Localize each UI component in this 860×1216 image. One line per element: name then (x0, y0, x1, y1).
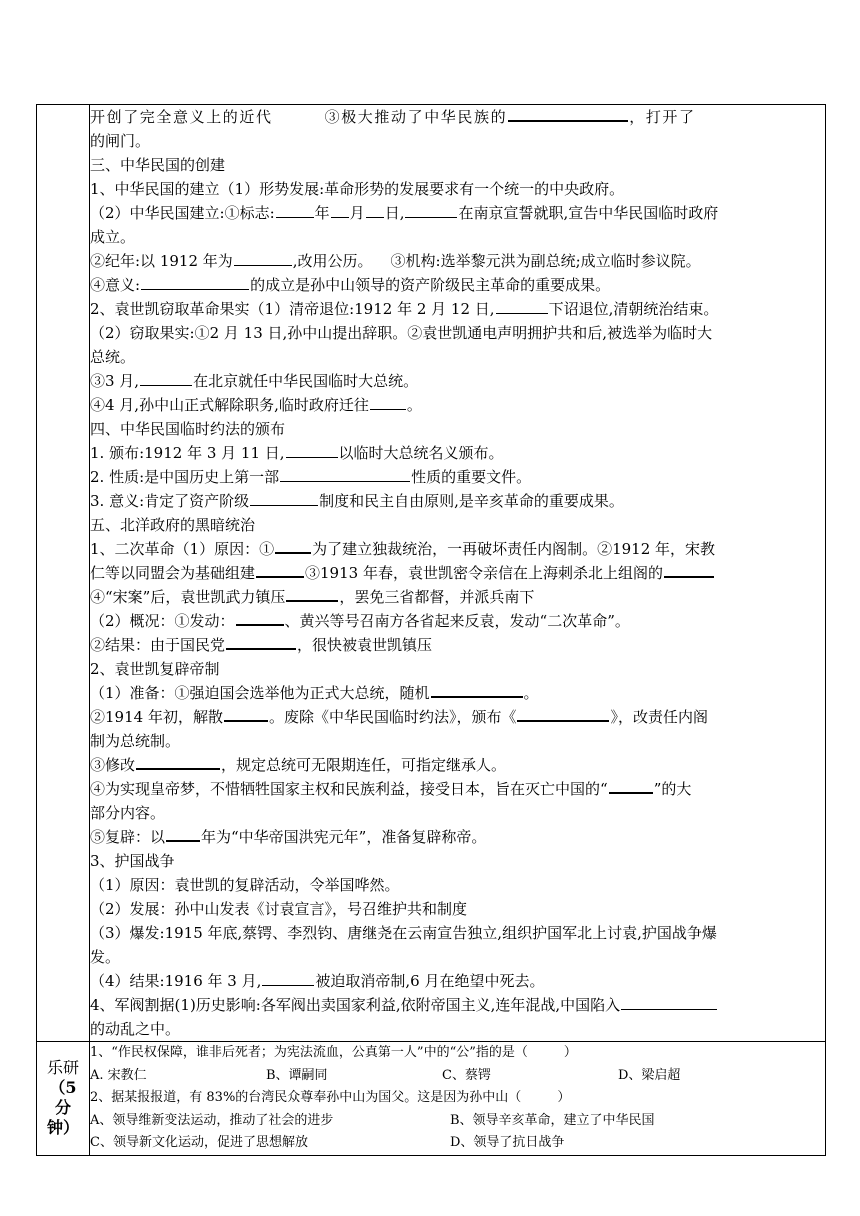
text-line (90, 489, 825, 513)
text-line (90, 441, 825, 465)
text-line (90, 297, 825, 321)
text-segment: 2. 性质:是中国历史上第一部 (90, 468, 280, 486)
text-segment: ④“宋案”后，袁世凯武力镇压 (90, 588, 286, 606)
text-segment: 、黄兴等号召南方各省起来反袁，发动“二次革命”。 (284, 612, 630, 630)
text-segment: 为了建立独裁统治，一再破坏责任内阁制。②1912 年，宋教 (312, 540, 716, 558)
text-segment: 3. 意义:肯定了资产阶级 (90, 492, 250, 510)
fill-blank[interactable] (286, 585, 338, 602)
text-segment: 》，改责任内阁 (610, 708, 708, 726)
text-line (90, 633, 825, 657)
text-segment: 发。 (90, 948, 121, 966)
text-segment: 部分内容。 (90, 804, 166, 822)
text-segment: 的闸门。 (90, 132, 151, 150)
text-segment: ③极大推动了中华民族的 (324, 108, 508, 126)
text-segment: 被迫取消帝制,6 月在绝望中死去。 (315, 972, 545, 990)
text-segment: ，规定总统可无限期连任，可指定继承人。 (221, 756, 507, 774)
text-line (90, 969, 825, 993)
text-line (90, 465, 825, 489)
fill-blank[interactable] (517, 705, 609, 722)
section-heading-4 (90, 417, 825, 441)
text-segment: （3）爆发:1915 年底,蔡锷、李烈钧、唐继尧在云南宣告独立,组织护国军北上讨袁,护国战争爆 (90, 924, 717, 942)
practice-unit: 分 (54, 1098, 71, 1118)
text-segment: 2、袁世凯窃取革命果实（1）清帝退位:1912 年 2 月 12 日, (90, 300, 495, 318)
worksheet (36, 104, 824, 1156)
question-text: 1、“作民权保障，谁非后死者；为宪法流血，公真第一人”中的“公”指的是（ (90, 1045, 528, 1060)
text-segment: ④为实现皇帝梦，不惜牺牲国家主权和民族利益，接受日本，旨在灭亡中国的“ (90, 780, 608, 798)
text-line (90, 849, 825, 873)
fill-blank[interactable] (275, 537, 311, 554)
text-segment: 。废除《中华民国临时约法》，颁布《 (268, 708, 517, 726)
section-heading-3 (90, 153, 825, 177)
fill-blank[interactable] (250, 490, 318, 506)
text-line (90, 753, 825, 777)
text-segment: （2）中华民国建立:①标志: (90, 204, 275, 222)
question-2-options-row1 (90, 1110, 825, 1133)
text-line (90, 657, 825, 681)
text-line (90, 945, 825, 969)
text-segment: ④4 月,孙中山正式解除职务,临时政府迁往 (90, 396, 369, 414)
fill-blank[interactable] (431, 681, 523, 698)
text-segment: （1）原因：袁世凯的复辟活动，令举国哗然。 (90, 876, 400, 894)
option-c[interactable]: C、领导新文化运动，促进了思想解放 (90, 1135, 308, 1150)
option-b[interactable]: B、领导辛亥革命，建立了中华民国 (450, 1112, 655, 1128)
fill-blank[interactable] (508, 105, 628, 122)
text-line (90, 345, 825, 369)
option-c[interactable]: C、蔡锷 (442, 1067, 491, 1083)
text-segment: 下诏退位,清朝统治结束。 (548, 300, 719, 318)
fill-blank[interactable] (621, 994, 717, 1010)
text-line (90, 225, 825, 249)
text-line (90, 249, 825, 273)
text-segment: 在南京宣誓就职,宣告中华民国临时政府 (458, 204, 719, 222)
text-line (90, 729, 825, 753)
option-d[interactable]: D、领导了抗日战争 (450, 1135, 565, 1150)
text-line (90, 201, 825, 225)
text-line (90, 705, 825, 729)
option-a[interactable]: A. 宋教仁 (90, 1067, 147, 1083)
text-line (90, 129, 825, 153)
text-line (90, 825, 825, 849)
text-segment: ④意义: (90, 276, 141, 294)
fill-blank[interactable] (280, 466, 410, 482)
question-2-options-row2 (90, 1132, 825, 1155)
fill-blank[interactable] (609, 777, 653, 794)
text-segment: 总统。 (90, 348, 136, 366)
text-segment: ，罢免三省都督，并派兵南下 (339, 588, 535, 606)
text-line (90, 897, 825, 921)
fill-blank[interactable] (331, 202, 349, 218)
text-segment: 年 (314, 204, 330, 222)
text-segment: 的动乱之中。 (90, 1020, 181, 1038)
question-paren: ） (563, 1045, 577, 1060)
question-text: 2、据某报报道，有 83%的台湾民众尊奉孙中山为国父。这是因为孙中山（ (90, 1090, 522, 1105)
fill-blank[interactable] (236, 609, 284, 626)
text-segment: （1）准备：①强迫国会选举他为正式大总统，随机 (90, 684, 430, 702)
text-segment: ③1913 年春，袁世凯密令亲信在上海刺杀北上组阁的 (305, 564, 663, 582)
worksheet-table (36, 104, 826, 1156)
fill-blank[interactable] (226, 633, 296, 650)
fill-blank[interactable] (262, 970, 314, 986)
practice-time: 钟） (46, 1118, 79, 1138)
text-line (90, 609, 825, 633)
section-heading-5 (90, 513, 825, 537)
fill-blank[interactable] (366, 202, 384, 218)
fill-blank[interactable] (276, 202, 314, 218)
text-segment: ,改用公历。 (292, 252, 373, 270)
text-line (90, 993, 825, 1017)
text-segment: （4）结果:1916 年 3 月, (90, 972, 262, 990)
section-title: 四、中华民国临时约法的颁布 (90, 420, 286, 438)
text-segment: 日, (384, 204, 405, 222)
notes-content-cell (90, 105, 826, 1042)
text-segment: （2）窃取果实:①2 月 13 日,孙中山提出辞职。②袁世凯通电声明拥护共和后,被选举为临时大 (90, 324, 713, 342)
text-segment: 月 (349, 204, 365, 222)
text-segment: 1. 颁布:1912 年 3 月 11 日, (90, 444, 285, 462)
text-segment: ③机构:选举黎元洪为副总统;成立临时参议院。 (390, 252, 701, 270)
option-b[interactable]: B、谭嗣同 (266, 1067, 328, 1083)
fill-blank[interactable] (141, 274, 249, 290)
text-line (90, 777, 825, 801)
practice-score: （5 (49, 1078, 77, 1098)
text-line (90, 393, 825, 417)
text-segment: 性质的重要文件。 (411, 468, 532, 486)
text-segment: 2、袁世凯复辟帝制 (90, 660, 220, 678)
practice-label: 乐研 (46, 1058, 79, 1078)
question-1-options (90, 1065, 825, 1088)
option-a[interactable]: A、领导维新变法运动，推动了社会的进步 (90, 1112, 334, 1128)
text-segment: ③3 月, (90, 372, 140, 390)
text-line (90, 585, 825, 609)
text-line (90, 681, 825, 705)
notes-label-cell (37, 105, 90, 1042)
text-segment: 。 (406, 396, 422, 414)
fill-blank[interactable] (370, 394, 406, 410)
option-d[interactable]: D、梁启超 (618, 1067, 681, 1083)
text-segment: 成立。 (90, 228, 136, 246)
text-line (90, 273, 825, 297)
text-line (90, 177, 825, 201)
text-segment: ②1914 年初，解散 (90, 708, 223, 726)
text-segment: 制度和民主自由原则,是辛亥革命的重要成果。 (319, 492, 624, 510)
text-segment: ②结果：由于国民党 (90, 636, 226, 654)
fill-blank[interactable] (496, 298, 548, 314)
text-line (90, 369, 825, 393)
text-segment: 在北京就任中华民国临时大总统。 (193, 372, 419, 390)
practice-content-cell (90, 1042, 826, 1156)
text-segment: 以临时大总统名义颁布。 (338, 444, 504, 462)
practice-row (37, 1042, 826, 1156)
fill-blank[interactable] (224, 705, 268, 722)
text-segment: （2）概况：①发动： (90, 612, 235, 630)
text-segment: 的成立是孙中山领导的资产阶级民主革命的重要成果。 (250, 276, 611, 294)
text-segment: （2）发展：孙中山发表《讨袁宣言》，号召维护共和制度 (90, 900, 468, 918)
text-segment: ⑤复辟：以 (90, 828, 166, 846)
text-line (90, 321, 825, 345)
fill-blank[interactable] (405, 202, 457, 218)
text-segment: 4、军阀割据(1)历史影响:各军阀出卖国家利益,依附帝国主义,连年混战,中国陷入 (90, 996, 621, 1014)
practice-label-cell (37, 1042, 90, 1156)
fill-blank[interactable] (286, 442, 338, 458)
text-segment: ②纪年:以 1912 年为 (90, 252, 233, 270)
text-segment: 年为“中华帝国洪宪元年”，准备复辟称帝。 (201, 828, 487, 846)
text-line (90, 1017, 825, 1041)
text-line (90, 537, 825, 561)
question-1 (90, 1042, 825, 1065)
fill-blank[interactable] (256, 561, 304, 578)
text-segment: 仁等以同盟会为基础组建 (90, 564, 256, 582)
text-segment: ③修改 (90, 756, 136, 774)
notes-row (37, 105, 826, 1042)
fill-blank[interactable] (234, 250, 292, 266)
section-title: 五、北洋政府的黑暗统治 (90, 516, 256, 534)
fill-blank[interactable] (136, 753, 220, 770)
question-paren: ） (557, 1090, 571, 1105)
text-segment: 。 (523, 684, 539, 702)
text-line (90, 105, 825, 129)
text-segment: 开创了完全意义上的近代 (90, 108, 273, 126)
fill-blank[interactable] (166, 825, 200, 842)
text-segment: ，很快被袁世凯镇压 (297, 636, 433, 654)
question-2 (90, 1087, 825, 1110)
section-title: 三、中华民国的创建 (90, 156, 226, 174)
fill-blank[interactable] (140, 370, 192, 386)
text-line (90, 873, 825, 897)
text-line (90, 561, 825, 585)
text-segment: ，打开了 (629, 108, 696, 126)
text-segment: 制为总统制。 (90, 732, 181, 750)
text-segment: 1、中华民国的建立（1）形势发展:革命形势的发展要求有一个统一的中央政府。 (90, 180, 625, 198)
text-segment: 3、护国战争 (90, 852, 175, 870)
text-segment: 1、二次革命（1）原因：① (90, 540, 275, 558)
text-segment: ”的大 (653, 780, 692, 798)
text-line (90, 801, 825, 825)
fill-blank[interactable] (664, 561, 714, 578)
text-line (90, 921, 825, 945)
